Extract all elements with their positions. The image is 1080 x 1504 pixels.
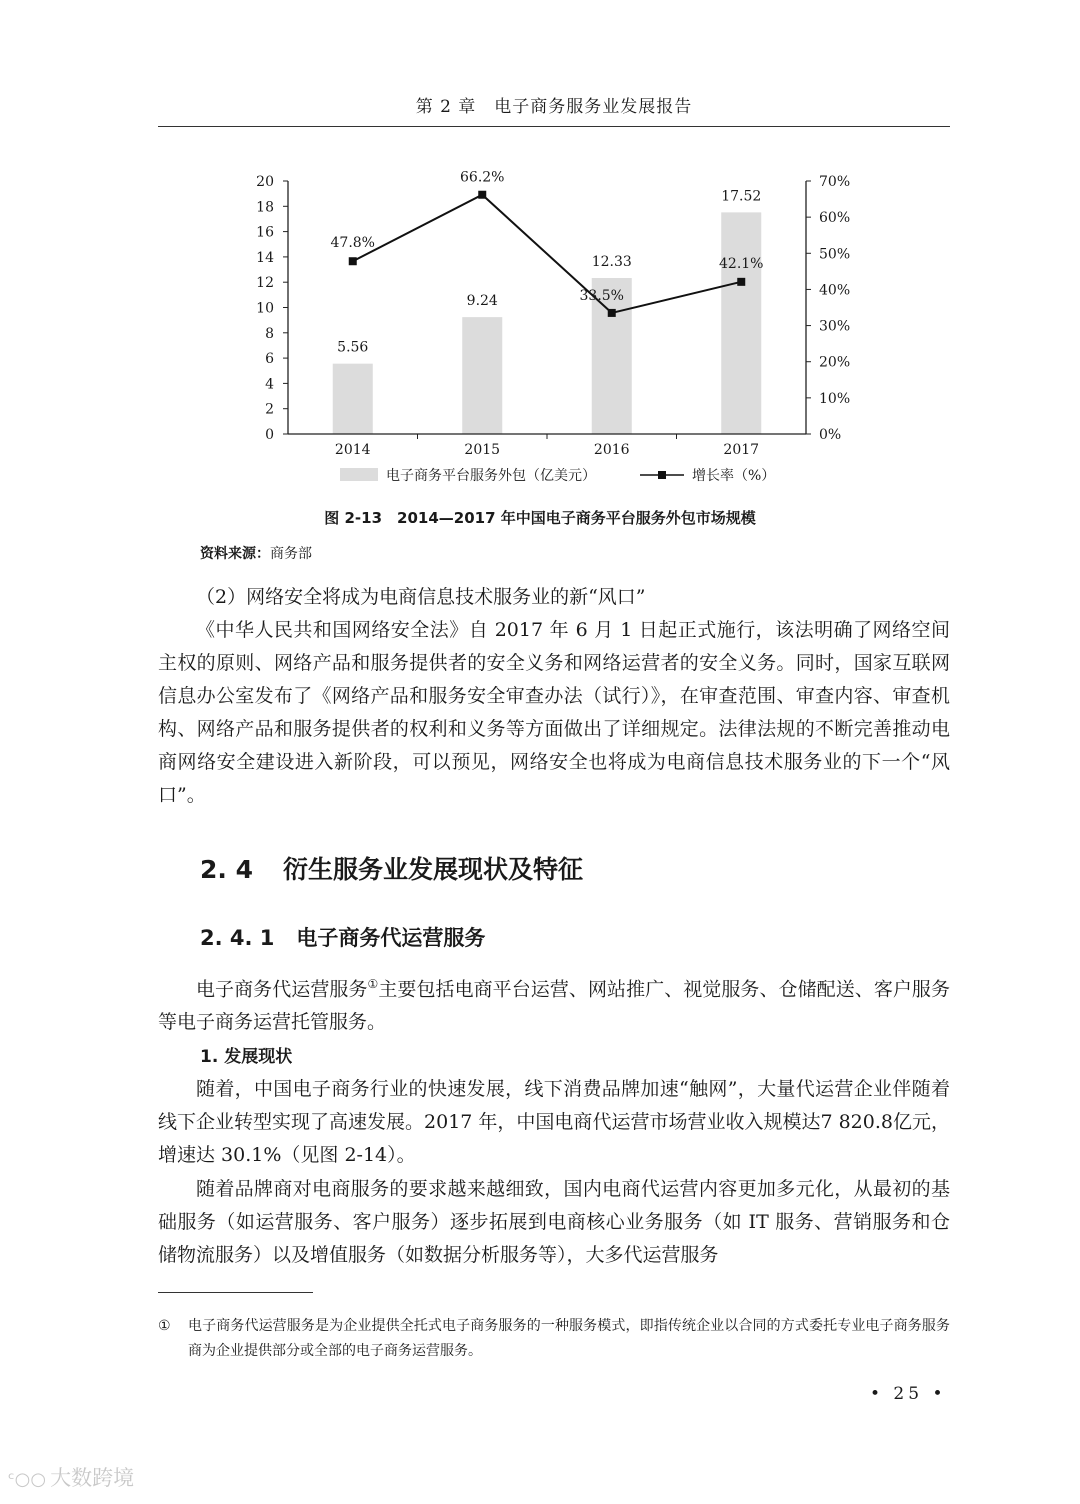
bar-data-label: 5.56	[337, 339, 369, 356]
left-tick-label: 14	[256, 249, 274, 266]
source-text: 商务部	[270, 546, 312, 562]
x-tick-label: 2015	[464, 442, 501, 458]
left-tick-label: 16	[256, 224, 274, 241]
figure-source	[200, 543, 312, 563]
left-tick-label: 0	[265, 427, 274, 443]
right-tick-label: 0%	[819, 427, 842, 443]
line-data-label: 42.1%	[719, 255, 764, 272]
bar	[462, 317, 502, 434]
section-number: 2. 4	[200, 855, 253, 884]
intro-text-b: 主要包括电商平台运营、网站推广、视觉服务、仓储配送、客户服务等电子商务运营托管服务。	[158, 978, 950, 1034]
intro-text-a: 电子商务代运营服务	[196, 978, 368, 1001]
line-marker	[478, 191, 486, 199]
section-heading-2-4-1	[200, 922, 485, 952]
subsection-heading-network-security: （2）网络安全将成为电商信息技术服务业的新“风口”	[196, 586, 646, 608]
right-tick-label: 50%	[819, 246, 851, 263]
page-number: • 25 •	[870, 1384, 947, 1404]
right-tick-label: 40%	[819, 282, 851, 299]
bar-data-label: 9.24	[466, 293, 498, 310]
right-tick-label: 10%	[819, 390, 851, 407]
legend-line-label: 增长率（%）	[692, 468, 776, 484]
legend-bar-swatch	[340, 468, 378, 481]
running-header	[158, 92, 950, 127]
paragraph-development-1: 随着，中国电子商务行业的快速发展，线下消费品牌加速“触网”，大量代运营企业伴随着线下企业转型实现了高速发展。2017 年，中国电商代运营市场营业收入规模达7 820.8亿元，增速达 30.1%（见图 2-14）。	[158, 1078, 950, 1166]
bar	[719, 212, 764, 434]
section-heading-2-4	[200, 850, 583, 886]
right-tick-label: 30%	[819, 318, 851, 335]
left-tick-label: 8	[265, 325, 274, 342]
left-tick-label: 12	[256, 275, 274, 292]
bar-data-label: 17.52	[721, 188, 762, 205]
footnote-mark: ①	[158, 1318, 171, 1334]
footnote-divider	[158, 1292, 313, 1293]
line-marker	[349, 257, 357, 265]
footnote	[158, 1314, 950, 1364]
footnote-reference[interactable]: ①	[367, 977, 379, 991]
right-tick-label: 20%	[819, 354, 851, 371]
footnote-text: 电子商务代运营服务是为企业提供全托式电子商务服务的一种服务模式，即指传统企业以合同的方式委托专业电子商务服务商为企业提供部分或全部的电子商务运营服务。	[188, 1318, 950, 1359]
x-tick-label: 2016	[593, 442, 630, 458]
bar-line-chart	[240, 165, 851, 500]
watermark	[8, 1462, 134, 1492]
growth-rate-line	[353, 195, 742, 313]
section-title: 衍生服务业发展现状及特征	[283, 855, 584, 884]
x-tick-label: 2017	[723, 442, 760, 458]
left-tick-label: 2	[265, 401, 274, 418]
paragraph-intro	[158, 968, 950, 1039]
bar	[333, 364, 373, 434]
line-marker	[737, 278, 745, 286]
running-header-title: 第 2 章 电子商务服务业发展报告	[415, 97, 693, 117]
subsection-title: 电子商务代运营服务	[296, 926, 486, 950]
line-data-label: 47.8%	[330, 235, 375, 252]
paragraph-development-2: 随着品牌商对电商服务的要求越来越细致，国内电商代运营内容更加多元化，从最初的基础服务（如运营服务、客户服务）逐步拓展到电商核心业务服务（如 IT 服务、营销服务和仓储物流服务）以及增值服务（如数据分析服务等），大多代运营服务	[158, 1178, 950, 1266]
line-marker	[608, 309, 616, 317]
line-data-label: 66.2%	[460, 169, 505, 186]
left-tick-label: 20	[256, 174, 274, 190]
source-label: 资料来源：	[200, 546, 270, 562]
left-tick-label: 6	[265, 351, 274, 368]
right-tick-label: 70%	[819, 174, 851, 190]
watermark-text: 大数跨境	[50, 1466, 135, 1490]
paragraph-network-security: 《中华人民共和国网络安全法》自 2017 年 6 月 1 日起正式施行，该法明确了网络空间主权的原则、网络产品和服务提供者的安全义务和网络运营者的安全义务。同时，国家互联网信息办公室发布了《网络产品和服务安全审查办法（试行）》，在审查范围、审查内容、审查机构、网络产品和服务提供者的权利和义务等方面做出了详细规定。法律法规的不断完善推动电商网络安全建设进入新阶段，可以预见，网络安全也将成为电商信息技术服务业的下一个“风口”。	[158, 619, 950, 806]
legend-bar-label: 电子商务平台服务外包（亿美元）	[386, 468, 596, 484]
bar-data-label: 12.33	[591, 254, 632, 271]
subsection-number: 2. 4. 1	[200, 926, 275, 950]
left-tick-label: 10	[256, 300, 274, 317]
legend-line-marker	[658, 471, 666, 479]
left-tick-label: 4	[265, 376, 274, 393]
right-tick-label: 60%	[819, 210, 851, 227]
sub-heading-development-status: 1. 发展现状	[200, 1047, 293, 1067]
logo-icon: ᶜ○○	[8, 1469, 47, 1490]
figure-caption: 图 2-13 2014—2017 年中国电子商务平台服务外包市场规模	[324, 509, 756, 527]
left-tick-label: 18	[256, 199, 274, 216]
line-data-label: 33.5%	[579, 287, 624, 304]
x-tick-label: 2014	[334, 442, 371, 458]
